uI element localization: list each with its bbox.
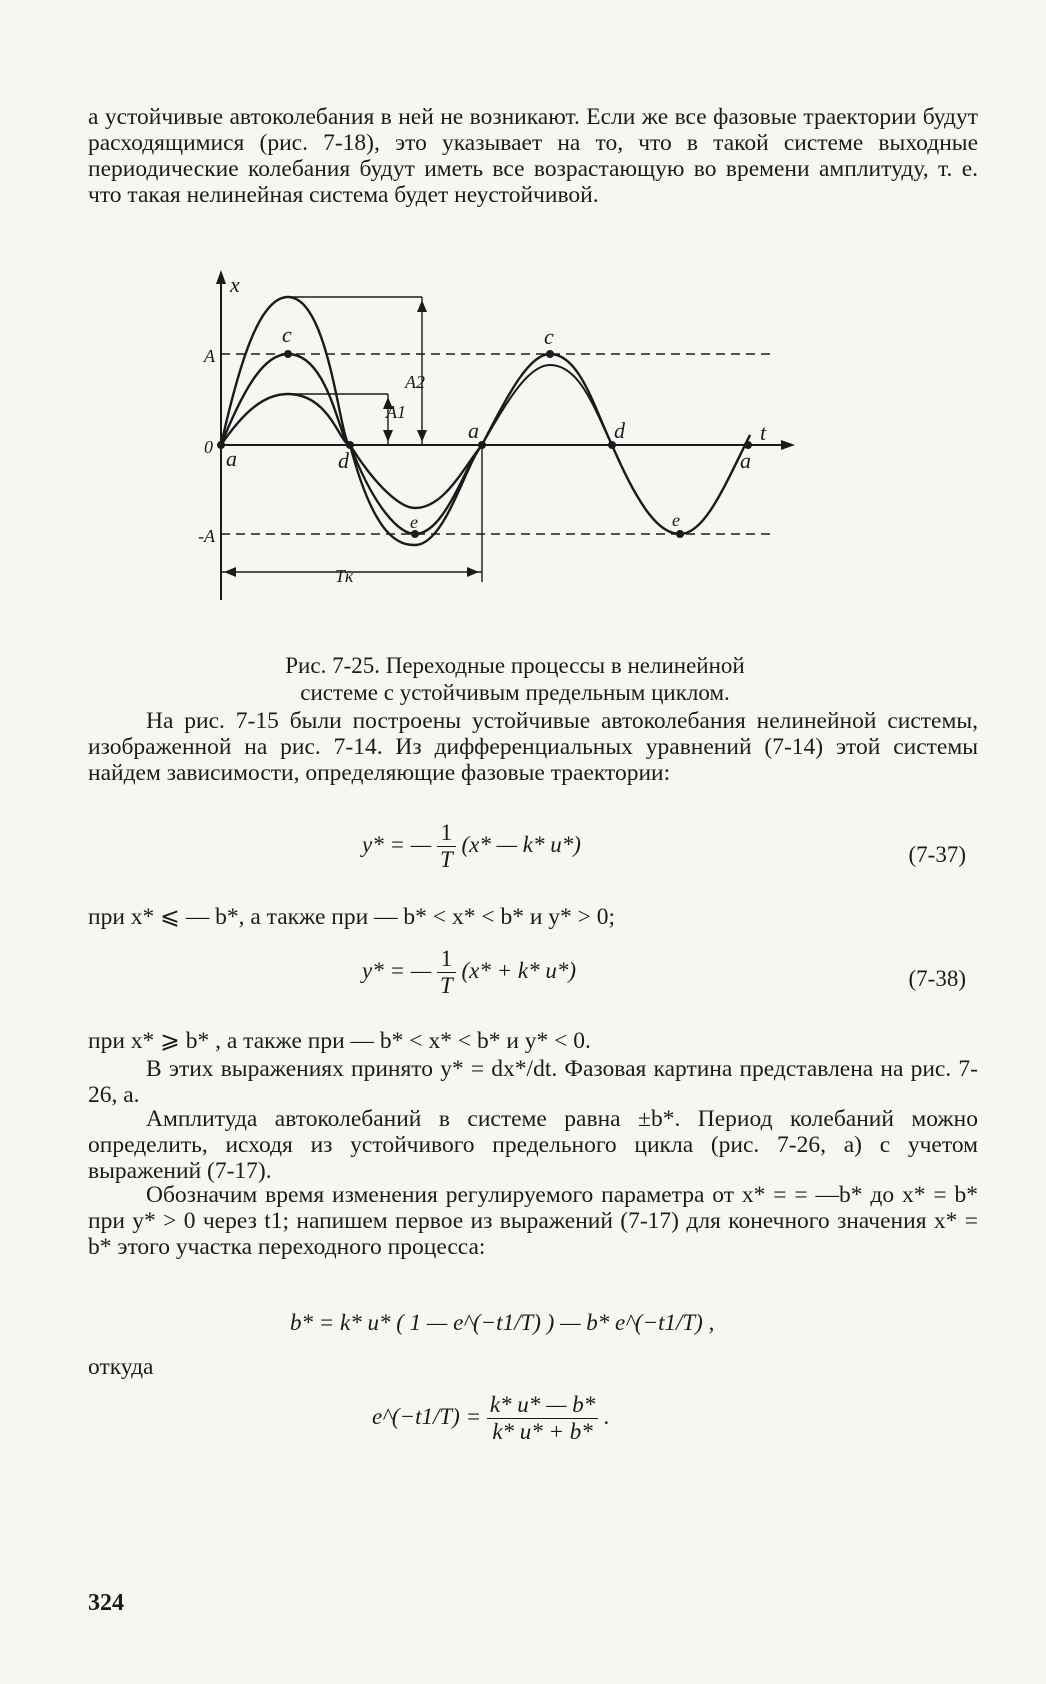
point-c-1	[284, 350, 292, 358]
paragraph-5: Обозначим время изменения регулируемого параметра от x* = = —b* до x* = b* при y* > 0 через t1; напишем первое из выражений (7-17) для конечного значения x* = b* этого участка переходного процесса:	[88, 1182, 978, 1260]
paragraph-2: На рис. 7-15 были построены устойчивые автоколебания нелинейной системы, изображенной на рис. 7-14. Из дифференциальных уравнений (7-14) этой системы найдем зависимости, определяющие фазовые траектории:	[88, 708, 978, 786]
point-e-2	[676, 530, 684, 538]
period-arrow-right	[467, 567, 479, 577]
a2-arrowhead-top	[417, 300, 427, 312]
label-A2: A2	[405, 372, 425, 392]
label-zero: 0	[204, 437, 213, 457]
equation-7-38: y* = — $\frac{1}{T}$ (x* + k* u*)	[362, 946, 576, 998]
label-Tk: Tк	[335, 566, 354, 586]
figure-7-25	[200, 270, 800, 615]
label-A1: A1	[386, 402, 406, 422]
label-A: A	[204, 346, 215, 366]
label-d-1: d	[338, 448, 349, 473]
period-arrow-left	[224, 567, 236, 577]
point-a-1	[217, 441, 225, 449]
curve-large-amplitude	[221, 297, 482, 545]
condition-2: при x* ⩾ b* , а также при — b* < x* < b* и y* < 0.	[88, 1028, 591, 1054]
t-axis-label: t	[760, 420, 767, 445]
figure-caption	[150, 652, 880, 706]
label-c-1: c	[282, 322, 292, 347]
label-minus-A: -A	[198, 526, 215, 546]
equation-number-7-38: (7-38)	[908, 966, 966, 991]
label-e-2: e	[672, 510, 680, 530]
paragraph-3: В этих выражениях принято y* = dx*/dt. Фазовая картина представлена на рис. 7-26, а.	[88, 1056, 978, 1108]
caption-line-1: Рис. 7-25. Переходные процессы в нелинейной	[285, 653, 745, 678]
label-a-3: a	[740, 448, 751, 473]
paragraph-4: Амплитуда автоколебаний в системе равна ±b*. Период колебаний можно определить, исходя из устойчивого предельного цикла (рис. 7-26, а) с учетом выражений (7-17).	[88, 1106, 978, 1184]
label-a-1: a	[226, 446, 237, 471]
otkuda-text: откуда	[88, 1354, 154, 1380]
caption-line-2: системе с устойчивым предельным циклом.	[300, 680, 730, 705]
label-d-2: d	[614, 418, 625, 443]
paragraph-top: а устойчивые автоколебания в ней не возникают. Если же все фазовые траектории будут расходящимися (рис. 7-18), это указывает на то, что в такой системе выходные периодические колебания будут иметь все возрастающую во времени амплитуду, т. е. что такая нелинейная система будет неустойчивой.	[88, 104, 978, 208]
transient-plot	[200, 270, 800, 610]
point-a-2	[478, 441, 486, 449]
label-c-2: c	[544, 324, 554, 349]
equation-number-7-37: (7-37)	[908, 842, 966, 867]
x-axis-arrow	[216, 270, 226, 284]
page-number: 324	[88, 1590, 124, 1616]
t-axis-arrow	[781, 440, 795, 450]
condition-1: при x* ⩽ — b*, а также при — b* < x* < b* и y* > 0;	[88, 904, 616, 930]
equation-7-37: y* = — $\frac{1}{T}$ (x* — k* u*)	[362, 820, 581, 872]
label-e-1: e	[410, 512, 418, 532]
point-c-2	[546, 350, 554, 358]
label-a-2: a	[468, 418, 479, 443]
a2-arrowhead-bottom	[417, 430, 427, 442]
equation-b: b* = k* u* ( 1 — e^(−t1/T) ) — b* e^(−t1/T) ,	[290, 1310, 715, 1335]
steady-wave-2	[482, 365, 750, 534]
equation-e: e^(−t1/T) = $\frac{k* u* — b*}{k* u* + b*}$ .	[372, 1392, 610, 1444]
x-axis-label: x	[230, 272, 240, 297]
a1-arrowhead-bottom	[383, 430, 393, 442]
